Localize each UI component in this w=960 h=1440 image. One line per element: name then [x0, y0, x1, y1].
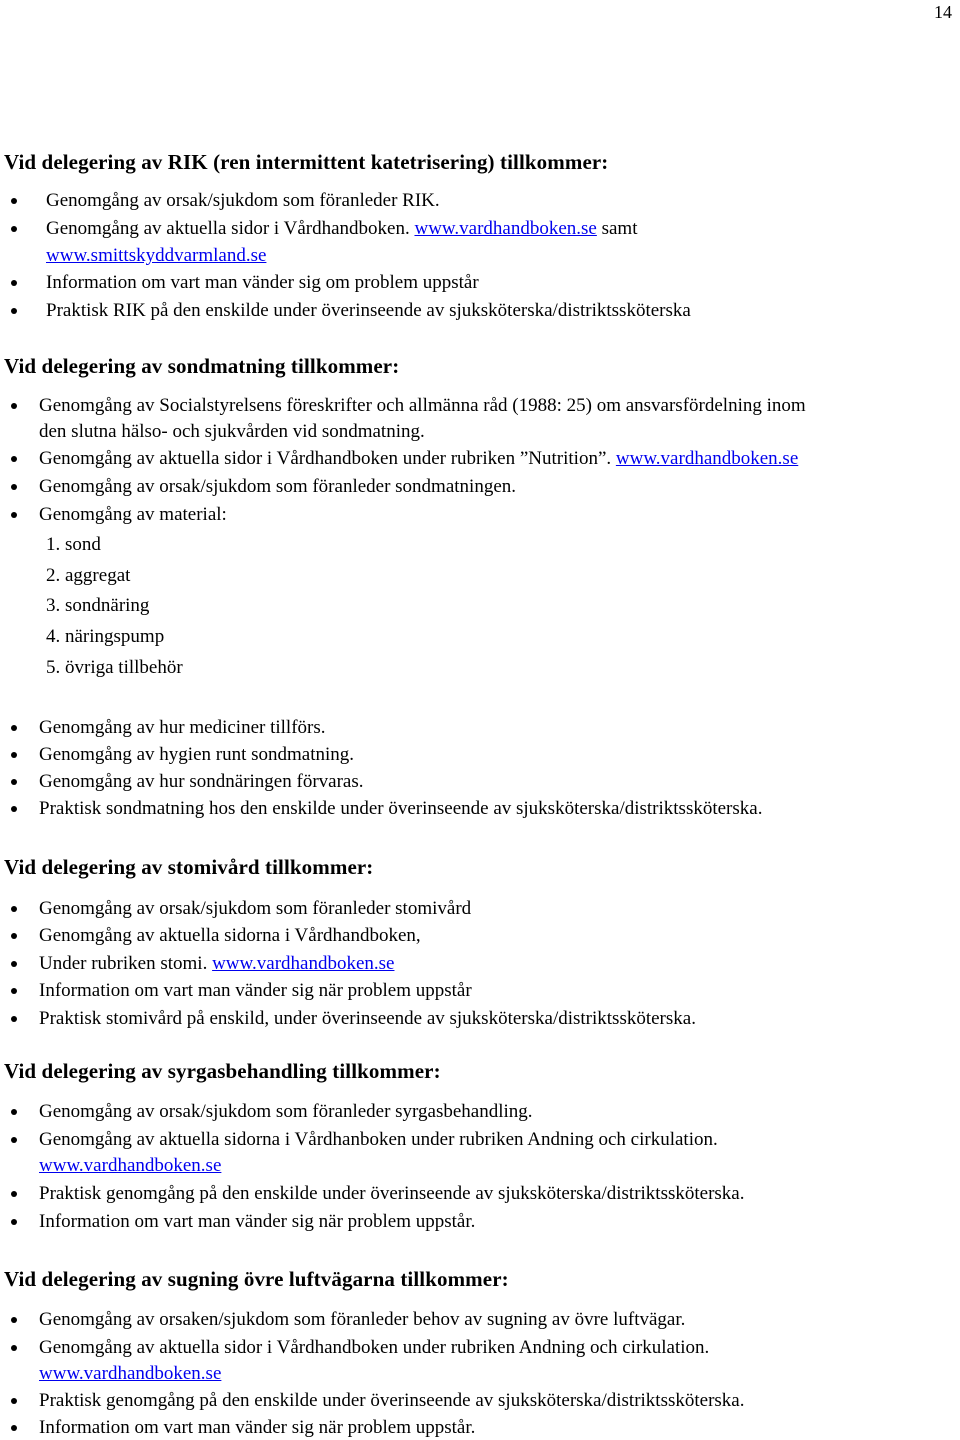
list-item-continued: den slutna hälso- och sjukvården vid sondmatning.: [39, 421, 425, 442]
section-heading-syrgas: Vid delegering av syrgasbehandling tillkommer:: [4, 1059, 441, 1083]
list-item: Genomgång av material:: [39, 504, 227, 525]
list-item: Genomgång av hur sondnäringen förvaras.: [39, 771, 364, 792]
numbered-item: 2. aggregat: [46, 565, 131, 586]
numbered-item: 4. näringspump: [46, 626, 165, 647]
bullet-icon: [11, 198, 17, 204]
bullet-icon: [11, 512, 17, 518]
bullet-icon: [11, 933, 17, 939]
bullet-icon: [11, 1219, 17, 1225]
bullet-icon: [11, 1425, 17, 1431]
section-heading-sugning: Vid delegering av sugning övre luftvägarna tillkommer:: [4, 1267, 509, 1291]
link-vardhandboken[interactable]: www.vardhandboken.se: [615, 448, 799, 469]
page-number: 14: [934, 2, 952, 22]
link-vardhandboken[interactable]: www.vardhandboken.se: [212, 953, 395, 974]
bullet-icon: [11, 725, 17, 731]
bullet-icon: [11, 779, 17, 785]
section-heading-stomivard: Vid delegering av stomivård tillkommer:: [4, 855, 374, 879]
bullet-icon: [11, 906, 17, 912]
list-item: Praktisk RIK på den enskilde under överinseende av sjuksköterska/distriktssköterska: [46, 300, 691, 321]
bullet-icon: [11, 403, 17, 409]
section-heading-sondmatning: Vid delegering av sondmatning tillkommer:: [4, 354, 400, 378]
list-item: Genomgång av orsaken/sjukdom som föranleder behov av sugning av övre luftvägar.: [39, 1309, 686, 1330]
list-item-text: Genomgång av aktuella sidor i Vårdhandboken.: [46, 218, 410, 239]
list-item: [46, 218, 638, 240]
list-item: [39, 953, 394, 975]
bullet-icon: [11, 226, 17, 232]
list-item: Information om vart man vänder sig när problem uppstår.: [39, 1417, 476, 1438]
list-item: Genomgång av orsak/sjukdom som föranleder stomivård: [39, 898, 472, 919]
list-item: Genomgång av orsak/sjukdom som föranleder sondmatningen.: [39, 476, 517, 497]
list-item: [39, 448, 798, 470]
numbered-item: 5. övriga tillbehör: [46, 657, 183, 678]
list-item: Genomgång av hur mediciner tillförs.: [39, 717, 326, 738]
bullet-icon: [11, 1398, 17, 1404]
list-item-text: samt: [601, 218, 638, 239]
list-item: Information om vart man vänder sig när problem uppstår: [39, 980, 472, 1001]
bullet-icon: [11, 456, 17, 462]
bullet-icon: [11, 1016, 17, 1022]
bullet-icon: [11, 484, 17, 490]
list-item: Praktisk stomivård på enskild, under överinseende av sjuksköterska/distriktssköterska.: [39, 1008, 696, 1029]
link-smittskydd[interactable]: www.smittskyddvarmland.se: [46, 245, 267, 266]
numbered-item: 3. sondnäring: [46, 595, 150, 616]
list-item: Praktisk genomgång på den enskilde under överinseende av sjuksköterska/distriktssköterska.: [39, 1183, 745, 1204]
list-item: Genomgång av hygien runt sondmatning.: [39, 744, 355, 765]
section-heading-rik: Vid delegering av RIK (ren intermittent katetrisering) tillkommer:: [4, 150, 609, 174]
link-vardhandboken[interactable]: www.vardhandboken.se: [414, 218, 597, 239]
bullet-icon: [11, 280, 17, 286]
bullet-icon: [11, 1191, 17, 1197]
list-item: Genomgång av orsak/sjukdom som föranleder RIK.: [46, 190, 440, 211]
bullet-icon: [11, 1317, 17, 1323]
list-item: Genomgång av aktuella sidorna i Vårdhanboken under rubriken Andning och cirkulation.: [39, 1129, 718, 1150]
list-item-text: Genomgång av aktuella sidor i Vårdhandboken under rubriken ”Nutrition”.: [39, 448, 612, 469]
bullet-icon: [11, 1137, 17, 1143]
list-item: Praktisk genomgång på den enskilde under överinseende av sjuksköterska/distriktssköterska.: [39, 1390, 745, 1411]
bullet-icon: [11, 308, 17, 314]
link-vardhandboken[interactable]: www.vardhandboken.se: [39, 1155, 222, 1176]
bullet-icon: [11, 988, 17, 994]
list-item-text: Under rubriken stomi.: [39, 953, 208, 974]
list-item: Praktisk sondmatning hos den enskilde under överinseende av sjuksköterska/distriktssköterska.: [39, 798, 763, 819]
list-item: Genomgång av Socialstyrelsens föreskrifter och allmänna råd (1988: 25) om ansvarsfördelning inom: [39, 395, 806, 416]
bullet-icon: [11, 1345, 17, 1351]
list-item: Genomgång av orsak/sjukdom som föranleder syrgasbehandling.: [39, 1101, 533, 1122]
list-item: Genomgång av aktuella sidorna i Vårdhandboken,: [39, 925, 421, 946]
list-item: Information om vart man vänder sig när problem uppstår.: [39, 1211, 476, 1232]
bullet-icon: [11, 1109, 17, 1115]
link-vardhandboken[interactable]: www.vardhandboken.se: [39, 1363, 222, 1384]
numbered-item: 1. sond: [46, 534, 101, 555]
list-item: Information om vart man vänder sig om problem uppstår: [46, 272, 479, 293]
bullet-icon: [11, 752, 17, 758]
bullet-icon: [11, 961, 17, 967]
list-item: Genomgång av aktuella sidor i Vårdhandboken under rubriken Andning och cirkulation.: [39, 1337, 710, 1358]
bullet-icon: [11, 806, 17, 812]
